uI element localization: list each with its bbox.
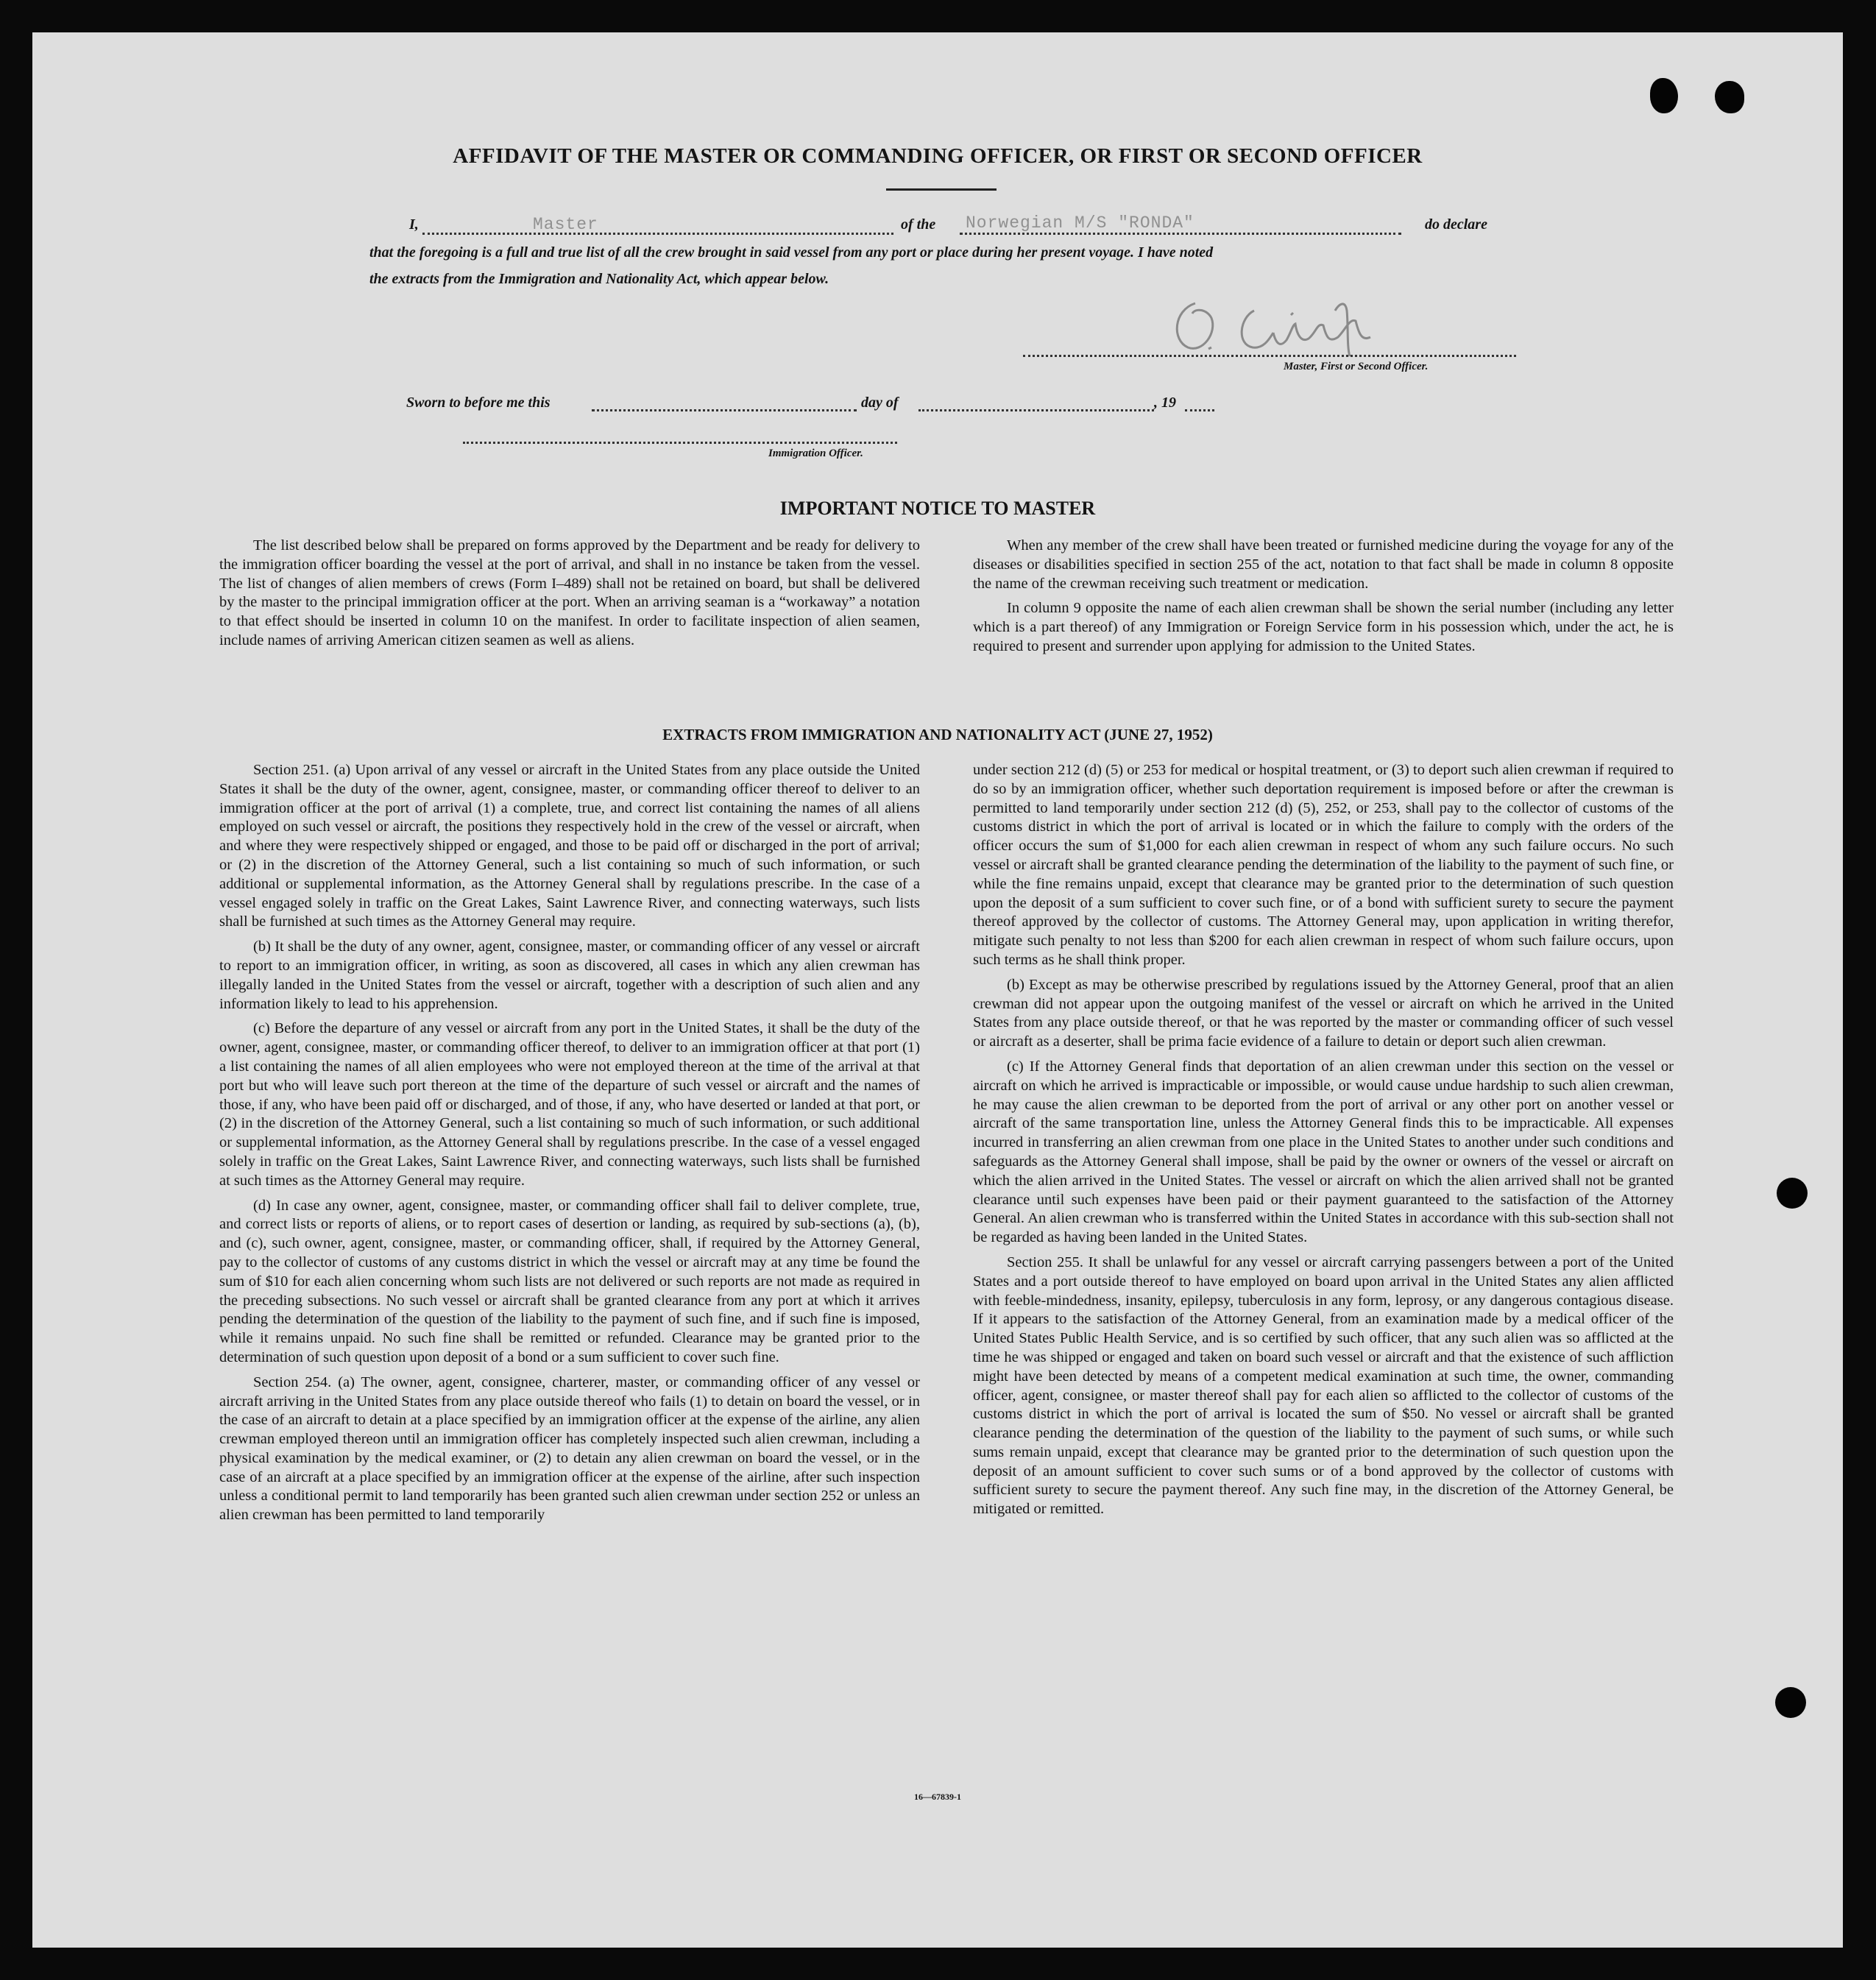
punch-hole-top-right bbox=[1715, 81, 1744, 113]
signature-caption: Master, First or Second Officer. bbox=[1284, 361, 1429, 372]
handwritten-signature-icon bbox=[1166, 289, 1416, 362]
sworn-year-line bbox=[1185, 409, 1214, 411]
notice-left-paragraph: The list described below shall be prepared on forms approved by the Department and be ready for delivery to the immigration officer boarding the vessel at the port of arrival, and shall in no instance be taken from the vessel. The list of changes of alien members of crews (Form I–489) shall not be retained on board, but shall be delivered by the master to the principal immigration officer at the port. When an arriving seaman is a “workaway” a notation to that effect should be inserted in column 10 on the manifest. In order to facilitate inspection of alien seamen, include names of arriving American citizen seamen as well as aliens. bbox=[219, 537, 920, 648]
immigration-officer-line bbox=[463, 442, 897, 444]
notice-right-paragraph: In column 9 opposite the name of each alien crewman shall be shown the serial number (including any letter which is a part thereof) of any Immigration or Foreign Service form in his possession which, under the act, he is required to present and surrender upon applying for admission to the United States. bbox=[973, 600, 1674, 654]
extract-paragraph: Section 255. It shall be unlawful for any vessel or aircraft carrying passengers between a port of the United States and a port outside thereof to have employed on board upon arrival in the United States any alien afflicted with feeble-mindedness, insanity, epilepsy, tuberculosis in any form, leprosy, or any dangerous contagious disease. If it appears to the satisfaction of the Attorney General, from an examination made by a medical officer of the United States Public Health Service, and is so certified by such officer, that any such alien was so afflicted at the time he was shipped or engaged and taken on board such vessel or aircraft and that the existence of such affliction might have been detected by means of a competent medical examination at such time, the owner, commanding officer, agent, consignee, or master thereof shall pay for each alien so afflicted to the collector of customs of the customs district in which the port of arrival is located the sum of $50. No vessel or aircraft shall be granted clearance pending the determination of the question of the liability to the payment of such sums, or while such sums remain unpaid, except that clearance may be granted prior to the determination of such question upon the deposit of an amount sufficient to cover such sums or of a bond approved by the collector of customs with sufficient surety to secure the payment thereof. Any such fine may, in the discretion of the Attorney General, be mitigated or remitted. bbox=[973, 1254, 1674, 1518]
declaration-line-1: that the foregoing is a full and true list of all the crew brought in said vessel from any port or place during her present voyage. I have noted bbox=[369, 244, 1214, 261]
extracts-title: EXTRACTS FROM IMMIGRATION AND NATIONALITY ACT (JUNE 27, 1952) bbox=[662, 726, 1213, 743]
year-label: , 19 bbox=[1154, 395, 1176, 411]
do-declare-label: do declare bbox=[1425, 216, 1487, 233]
extract-paragraph: (c) If the Attorney General finds that deportation of an alien crewman under this section on the vessel or aircraft on which he arrived is impracticable or impossible, or would cause undue hardship to such alien crewman, he may cause the alien crewman to be deported from the port of arrival or any other port on another vessel or aircraft of the same transportation line, unless the Attorney General finds this to be impracticable. All expenses incurred in transferring an alien crewman from one place in the United States to another under such conditions and safeguards as the Attorney General shall impose, shall be paid by the owner or owners of the vessel or aircraft on which the alien arrived in the United States. The vessel or aircraft on which the alien arrived shall not be granted clearance until such expenses have been paid or their payment guaranteed to the satisfaction of the Attorney General. An alien crewman who is transferred within the United States in accordance with this sub-section shall not be regarded as having been landed in the United States. bbox=[973, 1058, 1674, 1246]
extract-paragraph: (b) It shall be the duty of any owner, agent, consignee, master, or commanding officer of any vessel or aircraft to report to an immigration officer, in writing, as soon as discovered, all cases in which any alien crewman has illegally landed in the United States from the vessel or aircraft, together with a description of such alien and any information likely to lead to his apprehension. bbox=[219, 938, 920, 1012]
extract-paragraph: Section 254. (a) The owner, agent, consignee, charterer, master, or commanding officer of any vessel or aircraft arriving in the United States from any place outside thereof who fails (1) to detain on board the vessel, or in the case of an aircraft to detain at a place specified by an immigration officer at the expense of the airline, any alien crewman employed thereon until an immigration officer has completely inspected such alien crewman, including a physical examination by the medical examiner, or (2) to detain any alien crewman on board the vessel, or in the case of an aircraft at a place specified by an immigration officer at the expense of the airline, after such inspection unless a conditional permit to land temporarily has been granted such alien crewman under section 252 or unless an alien crewman has been permitted to land temporarily bbox=[219, 1373, 920, 1524]
officer-signature bbox=[1166, 289, 1416, 362]
extract-paragraph: Section 251. (a) Upon arrival of any vessel or aircraft in the United States from any place outside the United States it shall be the duty of the owner, agent, consignee, master, or commanding officer thereof to deliver to an immigration officer at the port of arrival (1) a complete, true, and correct list containing the names of all aliens employed on such vessel or aircraft, the positions they respectively hold in the crew of the vessel or aircraft, when and where they were respectively shipped or engaged, and those to be paid off or discharged in the port of arrival; or (2) in the discretion of the Attorney General, such a list containing so much of such information, or such additional or supplemental information, as the Attorney General shall by regulations prescribe. In the case of a vessel engaged solely in traffic on the Great Lakes, Saint Lawrence River, and connecting waterways, such lists shall be furnished at such times as the Attorney General may require. bbox=[219, 762, 920, 930]
of-the-label: of the bbox=[901, 216, 936, 233]
extract-paragraph: (b) Except as may be otherwise prescribed by regulations issued by the Attorney General, proof that an alien crewman did not appear upon the outgoing manifest of the vessel or aircraft on which he arrived in the United States from any place outside thereof, or that he was reported by the master or commanding officer of such vessel or aircraft as a deserter, shall be prima facie evidence of a failure to detain or deport such alien crewman. bbox=[973, 976, 1674, 1050]
extracts-left-column bbox=[219, 761, 920, 1531]
signature-line bbox=[1023, 355, 1516, 357]
extract-paragraph: (c) Before the departure of any vessel or aircraft from any port in the United States, it shall be the duty of the owner, agent, consignee, master, or commanding officer thereof, to deliver to an immigration officer at that port (1) a list containing the names of all alien employees who were not employed thereon at the time of the arrival at that port but who will leave such port thereon at the time of the departure of such vessel or aircraft and the names of those, if any, who have been paid off or discharged, and of those, if any, who have deserted or landed at that port, or (2) in the discretion of the Attorney General, such a list containing so much of such information, or such additional or supplemental information, as the Attorney General shall by regulations prescribe. In the case of a vessel engaged solely in traffic on the Great Lakes, Saint Lawrence River, and connecting waterways, such lists shall be furnished at such times as the Attorney General may require. bbox=[219, 1020, 920, 1189]
extracts-right-column bbox=[973, 761, 1674, 1525]
document-page bbox=[32, 32, 1843, 1948]
extract-paragraph: (d) In case any owner, agent, consignee, master, or commanding officer shall fail to deliver complete, true, and correct lists or reports of aliens, or to report cases of desertion or landing, as required by sub-sections (a), (b), and (c), such owner, agent, consignee, master, or commanding officer, shall, if required by the Attorney General, pay to the collector of customs of any customs district in which the vessel or aircraft may at any time be found the sum of $10 for each alien concerning whom such lists are not delivered or such reports are not made as required in the preceding subsections. No such vessel or aircraft shall be granted clearance from any port at which it arrives pending the determination of the question of the liability to the payment of such fine, and if such fine is imposed, while it remains unpaid. No such fine shall be remitted or refunded. Clearance may be granted prior to the determination of such question upon deposit of a bond or a sum sufficient to cover such fine. bbox=[219, 1197, 920, 1365]
title-rule bbox=[886, 188, 997, 191]
i-label: I, bbox=[409, 216, 419, 233]
notice-right-paragraph: When any member of the crew shall have been treated or furnished medicine during the voyage for any of the diseases or disabilities specified in section 255 of the act, notation to that fact shall be made in column 8 opposite the name of the crewman receiving such treatment or medication. bbox=[973, 537, 1674, 592]
sworn-month-line bbox=[918, 409, 1154, 411]
vessel-field-value[interactable]: Norwegian M/S "RONDA" bbox=[966, 213, 1194, 233]
rank-field-value[interactable]: Master bbox=[533, 215, 598, 234]
notice-right-column bbox=[973, 537, 1674, 662]
punch-hole-top-left bbox=[1650, 78, 1678, 113]
declaration-line-2: the extracts from the Immigration and Nationality Act, which appear below. bbox=[369, 271, 829, 287]
notice-left-column bbox=[219, 537, 920, 657]
extract-paragraph: under section 212 (d) (5) or 253 for medical or hospital treatment, or (3) to deport such alien crewman if required to do so by an immigration officer, whether such deportation requirement is imposed before or after the crewman is permitted to land temporarily under section 212 (d) (5), 252, or 253, shall pay to the collector of customs of the customs district in which the port of arrival is located or in which the failure to comply with the orders of the officer occurs the sum of $1,000 for each alien crewman in respect of whom any such failure occurs. No such vessel or aircraft shall be granted clearance pending the determination of the liability to the payment of such fine, or while the fine remains unpaid, except that clearance may be granted prior to the determination of such question upon the deposit of a sum sufficient to cover such fine, or of a bond with sufficient surety to secure the payment thereof approved by the collector of customs. The Attorney General may, upon application in writing therefor, mitigate such penalty to not less than $200 for each alien crewman in respect of whom such failure occurs, upon such terms as he shall think proper. bbox=[973, 762, 1674, 968]
sworn-day-line bbox=[592, 409, 857, 411]
day-of-label: day of bbox=[861, 395, 899, 411]
vessel-field-line bbox=[960, 233, 1401, 235]
sworn-label: Sworn to before me this bbox=[406, 395, 551, 411]
punch-hole-bottom bbox=[1775, 1687, 1806, 1718]
notice-title: IMPORTANT NOTICE TO MASTER bbox=[779, 498, 1096, 519]
form-code: 16—67839-1 bbox=[914, 1792, 961, 1802]
affidavit-title: AFFIDAVIT OF THE MASTER OR COMMANDING OFFICER, OR FIRST OR SECOND OFFICER bbox=[453, 144, 1423, 168]
punch-hole-middle bbox=[1777, 1178, 1808, 1209]
immigration-officer-caption: Immigration Officer. bbox=[768, 448, 863, 459]
rank-field-line bbox=[422, 233, 893, 235]
